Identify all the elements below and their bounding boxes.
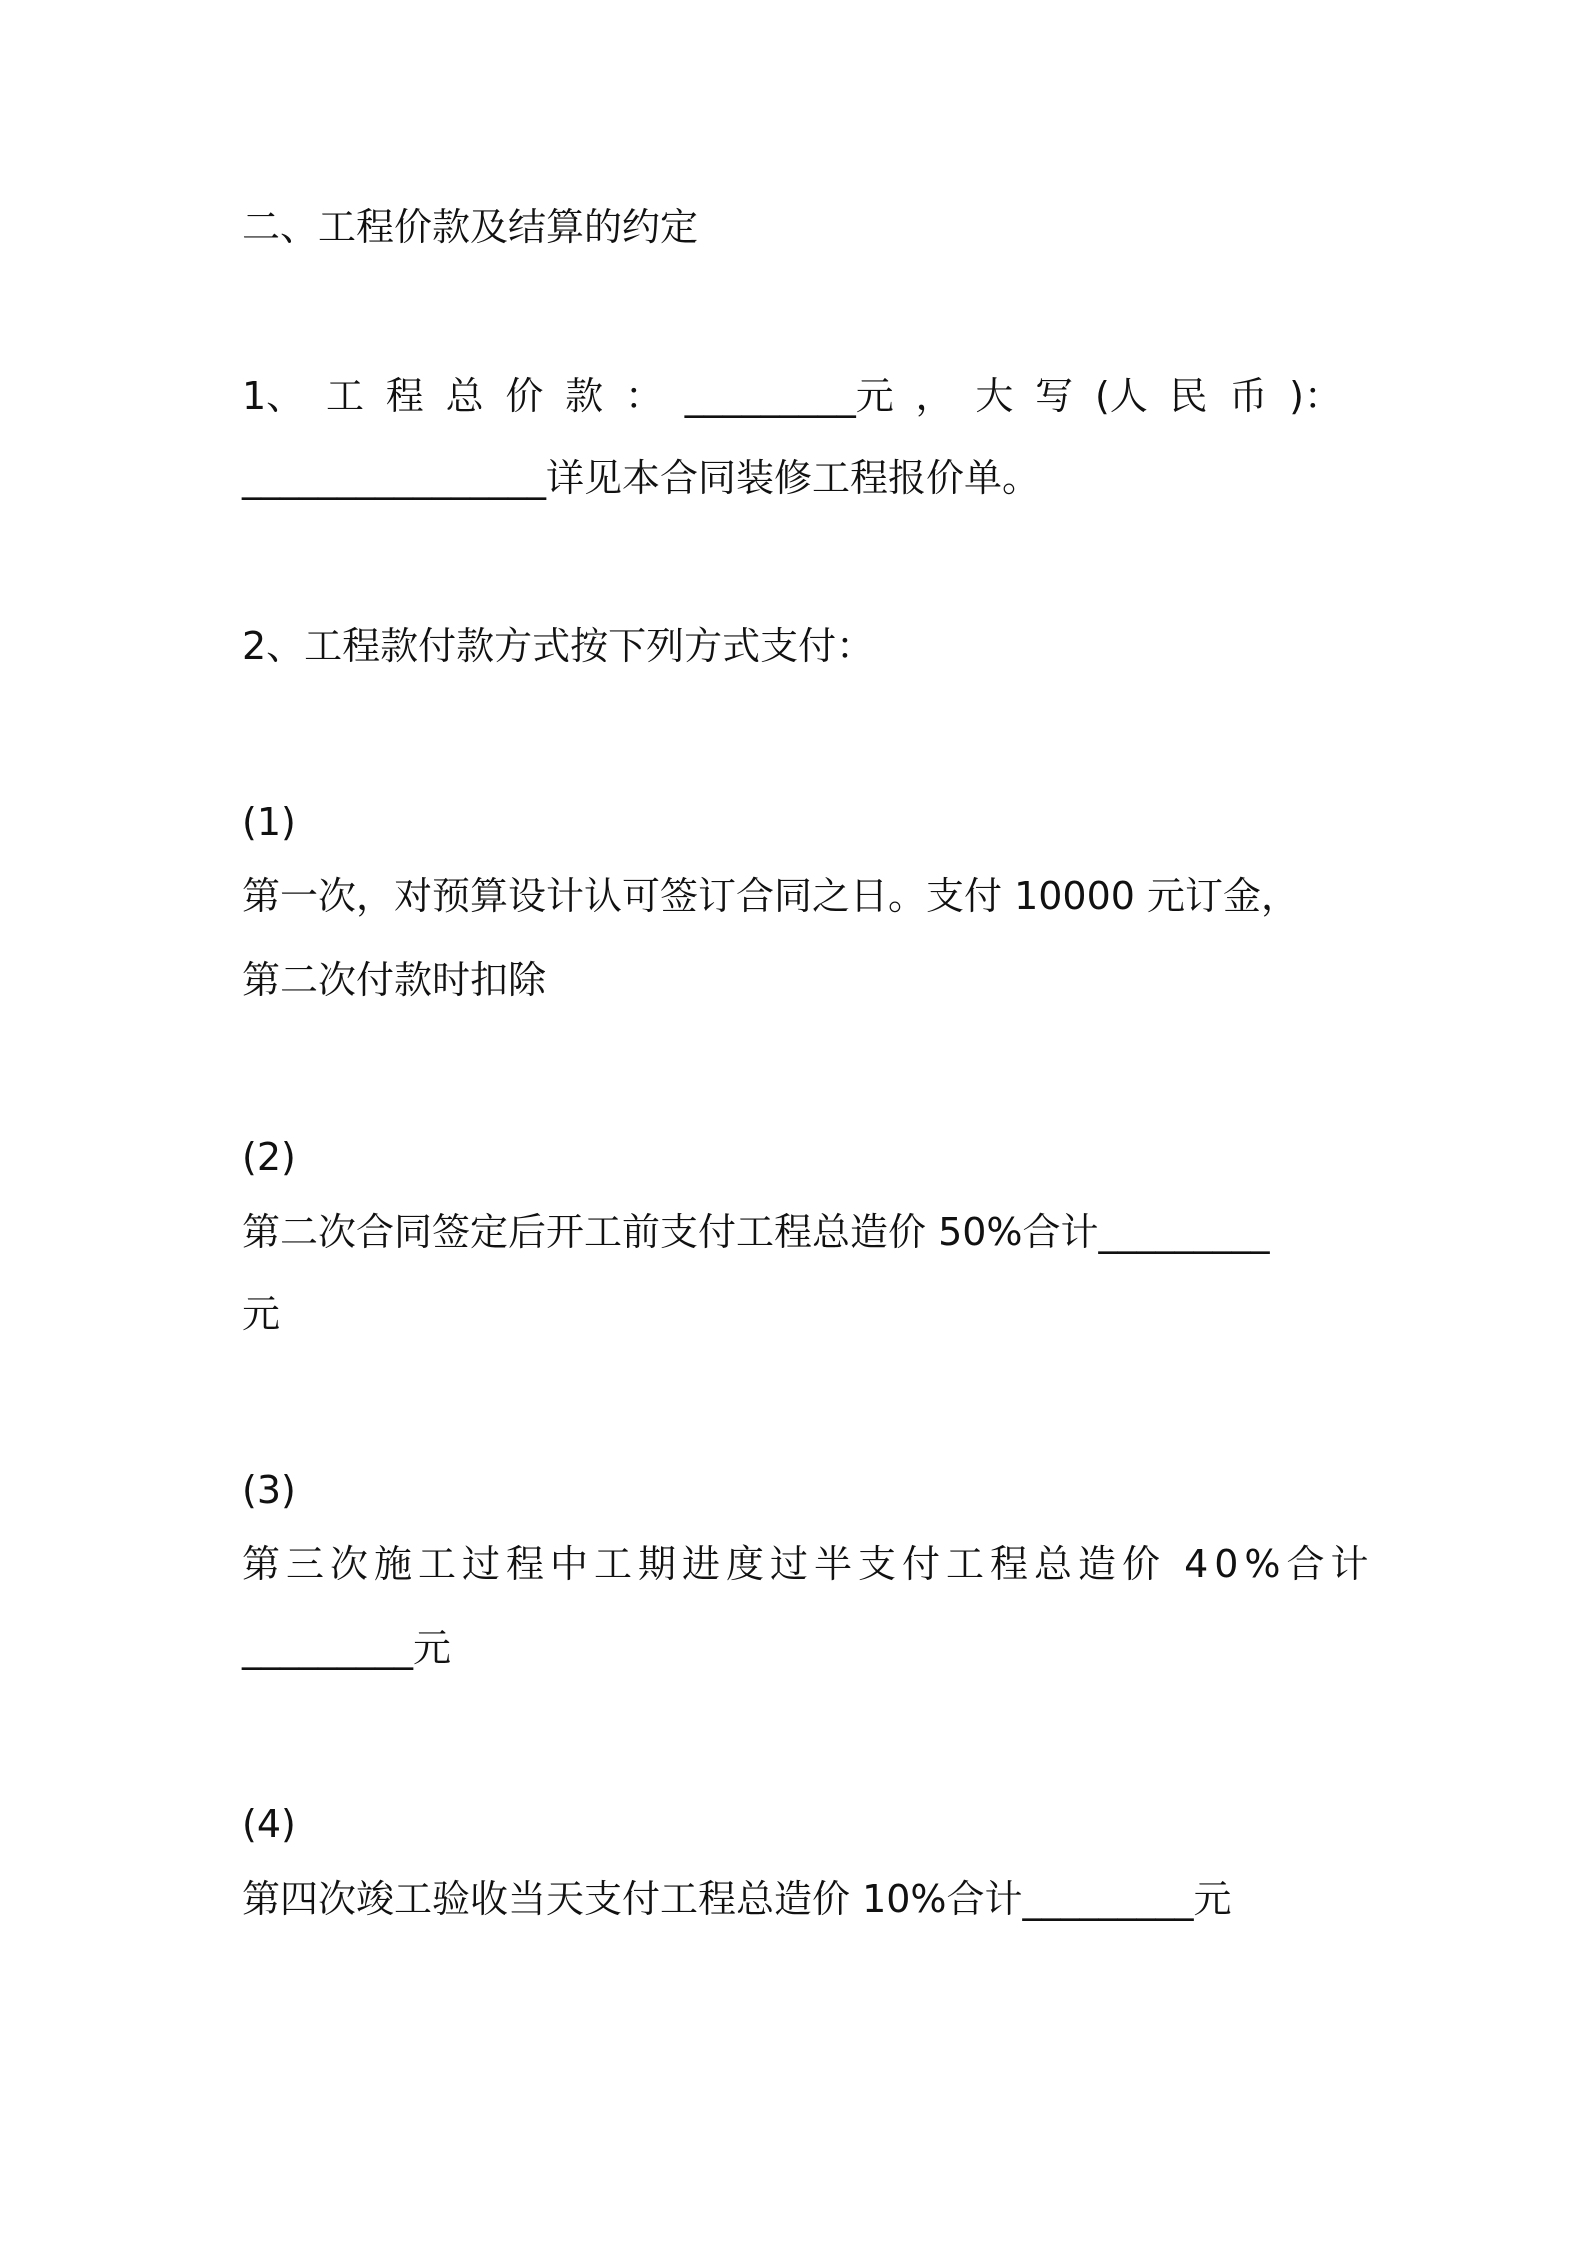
clause-1-char: 价 [505, 374, 544, 418]
payment-2-number: (2) [242, 1135, 296, 1179]
clause-1-line-1 [242, 372, 1342, 420]
payment-4-line-1: 第四次竣工验收当天支付工程总造价 10%合计_________元 [242, 1877, 1232, 1921]
clause-1-char: 款 [565, 374, 604, 418]
payment-1-line-2: 第二次付款时扣除 [242, 958, 547, 1002]
clause-1-char: 程 [385, 374, 424, 418]
clause-1-line-2: ________________详见本合同装修工程报价单。 [242, 456, 1041, 500]
payment-1-line-1: 第一次，对预算设计认可签订合同之日。支付 10000 元订金， [242, 874, 1300, 918]
payment-2-line-2: 元 [242, 1292, 281, 1336]
clause-1-char: 币 [1229, 374, 1268, 418]
clause-1-char: 大 [975, 374, 1014, 418]
payment-3-number: (3) [242, 1468, 296, 1512]
clause-1-char: 总 [445, 374, 484, 418]
payment-3-line-1: 第三次施工过程中工期进度过半支付工程总造价 40%合计 [242, 1542, 1375, 1586]
payment-3-line-2: _________元 [242, 1626, 452, 1670]
clause-1-char: 写 [1035, 374, 1074, 418]
clause-1-char: _________元 [684, 374, 894, 418]
payment-1-number: (1) [242, 800, 296, 844]
section-heading: 二、工程价款及结算的约定 [242, 205, 699, 249]
payment-2-line-1: 第二次合同签定后开工前支付工程总造价 50%合计_________ [242, 1210, 1270, 1254]
clause-1-char: 1、 [242, 374, 305, 418]
clause-1-char: )： [1289, 374, 1342, 418]
payment-4-number: (4) [242, 1802, 296, 1846]
clause-2: 2、工程款付款方式按下列方式支付： [242, 624, 875, 668]
clause-1-char: 民 [1169, 374, 1208, 418]
clause-1-char: ， [915, 374, 954, 418]
clause-1-char: ： [624, 374, 663, 418]
clause-1-char: 工 [325, 374, 364, 418]
clause-1-char: (人 [1094, 374, 1148, 418]
